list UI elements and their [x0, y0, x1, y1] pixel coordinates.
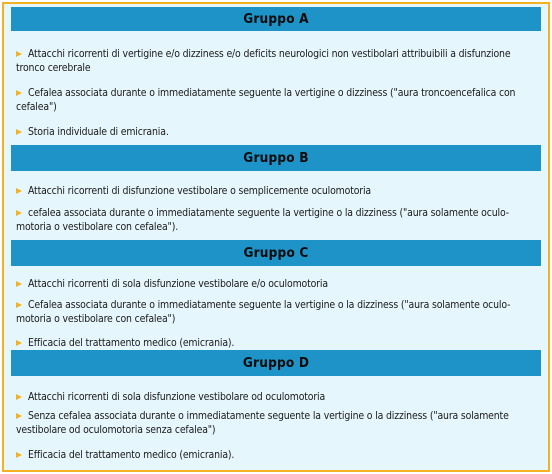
- bullet-arrow-icon: [16, 452, 22, 458]
- group-d-item-3: [16, 448, 538, 462]
- group-a-header: Gruppo A: [11, 7, 541, 31]
- group-a-item-3-text: Storia individuale di emicrania.: [28, 126, 169, 138]
- group-c-item-3-text: Efficacia del trattamento medico (emicrania).: [28, 337, 235, 349]
- group-b-item-2-text: cefalea associata durante o immediatamente seguente la vertigine o la dizziness ("aura solamente oculo-motoria o vestibolare con cefalea").: [16, 207, 509, 233]
- group-a-item-2-text: Cefalea associata durante o immediatamente seguente la vertigine o dizziness ("aura troncoencefalica con cefalea"): [16, 87, 516, 113]
- bullet-arrow-icon: [16, 340, 22, 346]
- bullet-arrow-icon: [16, 281, 22, 287]
- group-b-header: Gruppo B: [11, 145, 541, 171]
- bullet-arrow-icon: [16, 188, 22, 194]
- bullet-arrow-icon: [16, 129, 22, 135]
- group-b-item-1: [16, 184, 538, 198]
- bullet-arrow-icon: [16, 90, 22, 96]
- group-d-item-3-text: Efficacia del trattamento medico (emicrania).: [28, 449, 235, 461]
- bullet-arrow-icon: [16, 51, 22, 57]
- bullet-arrow-icon: [16, 413, 22, 419]
- group-d-item-2: [16, 409, 538, 437]
- group-a-item-3: [16, 125, 538, 139]
- group-c-item-1-text: Attacchi ricorrenti di sola disfunzione vestibolare e/o oculomotoria: [28, 278, 328, 290]
- group-b-item-2: [16, 206, 538, 234]
- group-c-header: Gruppo C: [11, 240, 541, 266]
- group-c-item-2-text: Cefalea associata durante o immediatamente seguente la vertigine o la dizziness ("aura solamente oculo-motoria o vestibolare con cefalea"): [16, 299, 511, 325]
- group-c-item-1: [16, 277, 538, 291]
- group-d-item-1: [16, 390, 538, 404]
- group-d-item-1-text: Attacchi ricorrenti di sola disfunzione vestibolare od oculomotoria: [28, 391, 326, 403]
- group-d-item-2-text: Senza cefalea associata durante o immediatamente seguente la vertigine o la dizziness ("aura solamente vestibolare od oculomotoria senza cefalea"): [16, 410, 509, 436]
- bullet-arrow-icon: [16, 302, 22, 308]
- criteria-panel: [2, 2, 550, 472]
- bullet-arrow-icon: [16, 394, 22, 400]
- group-c-item-3: [16, 336, 538, 350]
- group-c-item-2: [16, 298, 538, 326]
- bullet-arrow-icon: [16, 210, 22, 216]
- group-b-item-1-text: Attacchi ricorrenti di disfunzione vestibolare o semplicemente oculomotoria: [28, 185, 371, 197]
- group-a-item-1: [16, 47, 538, 75]
- group-d-header: Gruppo D: [11, 350, 541, 376]
- group-a-item-2: [16, 86, 538, 114]
- group-a-item-1-text: Attacchi ricorrenti di vertigine e/o dizziness e/o deficits neurologici non vestibolari attribuibili a disfunzione tronco cerebrale: [16, 48, 511, 74]
